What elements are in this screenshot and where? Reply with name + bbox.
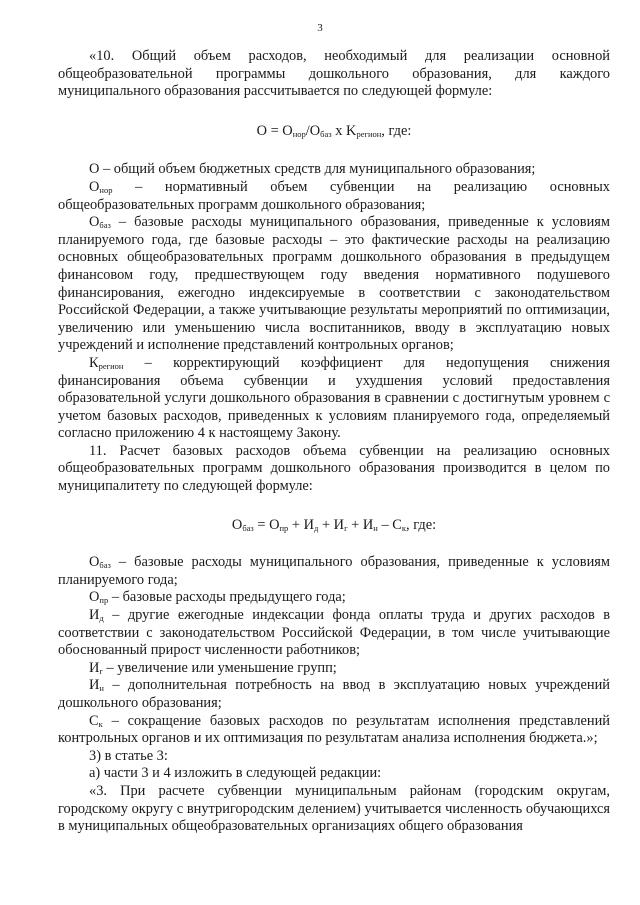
definition-i-d: $И_д$ – другие ежегодные индексации фонда оплаты труда и других расходов в соответствии с законодательством Российской Федерации, в том числе учитывающие обоснованный прирост численности работников; [58,607,610,659]
definition-i-g: $И_г$ – увеличение или уменьшение групп; [89,659,337,676]
definition-i-n: $И_н$ – дополнительная потребность на ввод в эксплуатацию новых учреждений дошкольного образования; [58,677,610,711]
formula-total-volume: $О = О_{нор}/О_{баз}$ x $K_{регион}$, где: [256,122,412,139]
definition-o-nor: $О_{нор}$ – нормативный объем субвенции на реализацию основных общеобразовательных программ дошкольного образования; [58,178,610,213]
definition-s-k: $С_к$ – сокращение базовых расходов по результатам исполнения представлений контрольных органов и их оптимизация по результатам анализа исполнения бюджета.»; [58,712,610,747]
definition-o-baz: $О_{баз}$ – базовые расходы муниципального образования, приведенные к условиям планируемого года, где базовые расходы – это фактические расходы на реализацию основных общеобразовательных программ дошкольного образования в предыдущем финансовом году, предшествующем году введения нормативного подушевого финансирования, ежегодно индексируемые в соответствии с законодательством Российской Федерации, а также учитывающие результаты мероприятий по оптимизации, увеличению или уменьшению числа воспитанников, вводу в эксплуатацию новых учреждений и исполнение представлений контрольных органов; [58,214,610,354]
formula-base-expenses: $О_{баз} = О_{пр} + И_д + И_г + И_н - С_к$, где: [231,516,437,533]
section-11-intro: 11. Расчет базовых расходов объема субвенции на реализацию основных общеобразовательных программ дошкольного образования производится в целом по муниципалитету по следующей формуле: [58,442,610,495]
definition-k-region: $К_{регион}$ – корректирующий коэффициент для недопущения снижения финансирования объема субвенции и ухудшения условий предоставления образовательной услуги дошкольного образования в сравнении с достигнутым уровнем с учетом базовых расходов, приведенных к условиям планируемого года, определяемый согласно приложению 4 к настоящему Закону. [58,354,610,442]
section-10-intro: «10. Общий объем расходов, необходимый для реализации основной общеобразовательной программы дошкольного образования, для каждого муниципального образования рассчитывается по следующей формуле: [58,48,610,100]
page-number: 3 [317,22,323,34]
definition-o-baz-2: $О_{баз}$ – базовые расходы муниципального образования, приведенные к условиям планируемого года; [58,554,610,588]
definition-o-pr: $О_{пр}$ – базовые расходы предыдущего года; [89,589,346,606]
article-3-subitem-a: а) части 3 и 4 изложить в следующей редакции: [89,765,382,782]
definition-o: О – общий объем бюджетных средств для муниципального образования; [89,161,536,178]
article-3-part-3: «3. При расчете субвенции муниципальным районам (городским округам, городскому округу с внутригородским делением) учитывается численность обучающихся в муниципальных общеобразовательных организациях общего образования [58,782,610,835]
document-body [58,48,610,836]
article-3-heading: 3) в статье 3: [89,747,168,764]
